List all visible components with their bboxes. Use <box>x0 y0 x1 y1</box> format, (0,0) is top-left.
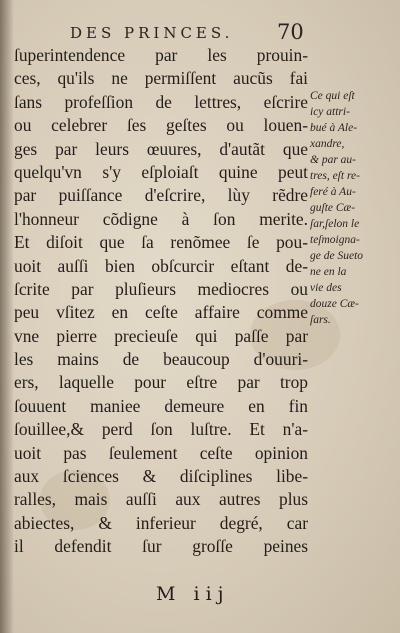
text-line: quelqu'vn s'y eſploiaſt quine peut <box>14 161 308 182</box>
margin-note-line: ge de Sueto <box>310 250 364 262</box>
text-line: ſuperintendence par les prouin- <box>14 45 308 65</box>
margin-note-line: ne en la <box>310 266 347 278</box>
signature-mark: M iij <box>156 583 230 605</box>
margin-note-line: douze Cæ- <box>310 298 359 310</box>
margin-note-line: teſmoigna- <box>310 234 360 246</box>
text-line: les mains de beaucoup d'ouuri- <box>14 349 308 370</box>
text-line: ſouillee,& perd ſon luſtre. Et n'a- <box>14 419 308 440</box>
text-line: ges par leurs œuures, d'autãt que <box>14 138 308 159</box>
body-text <box>14 44 308 559</box>
margin-note <box>310 88 396 328</box>
text-line: uoit pas ſeulement ceſte opinion <box>14 442 308 463</box>
text-line: Et diſoit que ſa renõmee ſe pou- <box>14 232 308 253</box>
running-head: DES PRINCES. <box>70 24 234 42</box>
text-line: ralles, mais auſſi aux autres plus <box>14 489 308 510</box>
gutter-shadow <box>0 0 14 633</box>
text-line: aux ſciences & diſciplines libe- <box>14 466 308 487</box>
margin-note-line: Ce qui eſt <box>310 90 355 102</box>
text-line: par puiſſance d'eſcrire, lùy rẽdre <box>14 185 308 206</box>
text-line: ſouuent maniee demeure en fin <box>14 395 308 416</box>
text-line: ers, laquelle pour eſtre par trop <box>14 372 308 393</box>
margin-note-line: feré à Au- <box>310 186 356 198</box>
text-line: ſans profeſſion de lettres, eſcrire <box>14 91 308 112</box>
text-line: ou celebrer ſes geſtes ou louen- <box>14 115 308 136</box>
text-line: l'honneur cõdigne à ſon merite. <box>14 208 308 229</box>
margin-note-line: guſte Cæ- <box>310 202 356 214</box>
text-line: ſcrite par pluſieurs mediocres ou <box>14 278 308 299</box>
text-line: abiectes, & inferieur degré, car <box>14 512 308 533</box>
margin-note-line: ſars. <box>310 314 331 326</box>
margin-note-line: vie des <box>310 282 342 294</box>
page-number: 70 <box>277 20 304 44</box>
margin-note-line: icy attri- <box>310 106 350 118</box>
text-line: vne pierre precieuſe qui paſſe par <box>14 325 308 346</box>
margin-note-line: & par au- <box>310 154 356 166</box>
margin-note-line: xandre, <box>310 138 345 150</box>
margin-note-line: tres, eſt re- <box>310 170 360 182</box>
margin-note-line: ſar,ſelon le <box>310 218 360 230</box>
text-line: peu vſitez en ceſte affaire comme <box>14 302 308 323</box>
text-line: il defendit ſur groſſe peines <box>14 536 308 557</box>
margin-note-line: bué à Ale- <box>310 122 358 134</box>
text-line: uoit auſſi bien obſcurcir eſtant de- <box>14 255 308 276</box>
text-line: ces, qu'ils ne permiſſent aucũs fai <box>14 68 308 89</box>
